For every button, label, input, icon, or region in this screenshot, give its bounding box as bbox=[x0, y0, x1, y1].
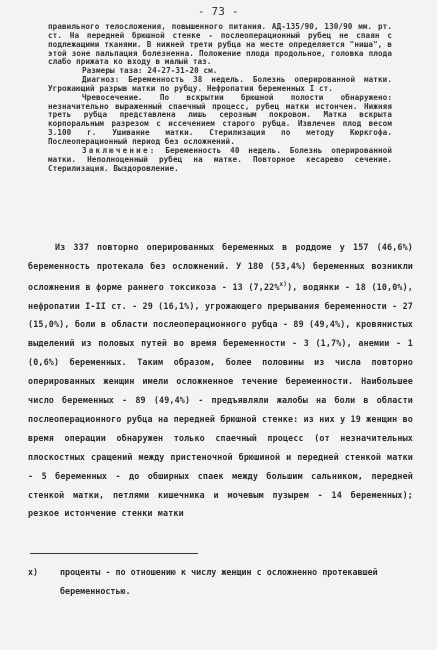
page-number: - 73 - bbox=[198, 6, 239, 18]
case-report-diagnosis: Диагноз: Беременность 38 недель. Болезнь оперированной матки. Угрожающий разрыв матки по рубцу. Нефропатия беременных I ст. bbox=[48, 75, 392, 93]
footnote-text: проценты - по отношению к числу женщин с осложненно протекавшей беременностью. bbox=[60, 567, 378, 596]
case-report-operation: Чревосечение. По вскрытии брюшной полости обнаружено: незначительно выраженный спаечный процесс, рубец матки истончен. Нижняя треть рубца представлена лишь серозным покровом. Матка вскрыта корпоральным разрезом с иссечением старого рубца. Извлечен плод весом 3.100 г. Ушивание матки. Стерилизация по методу Кюркгофа. Послеоперационный период без осложнений. bbox=[48, 92, 392, 146]
footnote-marker: x) bbox=[28, 567, 39, 577]
conclusion-text: Беременность 40 недель. Болезнь оперированной матки. Неполноценный рубец на матке. Повторное кесарево сечение. Стерилизация. Выздоровление. bbox=[48, 145, 393, 173]
footnote-reference: x) bbox=[279, 280, 288, 288]
main-paragraph-part-2: ), водянки - 18 (10,0%), нефропатии I-II ст. - 29 (16,1%), угрожающего прерывания беременности - 27 (15,0%), боли в области послеоперационного рубца - 89 (49,4%), кровянистых выделений из половых путей во время беременности - 3 (1,7%), анемии - 1 (0,6%) беременных. Таким образом, более половины из числа повторно оперированных женщин имели осложненное течение беременности. Наибольшее число беременных - 89 (49,4%) - предъявляли жалобы на боли в области послеоперационного рубца на передней брюшной стенке: из них у 19 женщин во время операции обнаружен только спаечный процесс (от незначительных плоскостных сращений между пристеночной брюшиной и передней стенкой матки - 5 беременных - до обширных спаек между большим сальником, передней стенкой матки, петлями кишечника и мочевым пузырем - 14 беременных); резкое истончение стенки матки bbox=[28, 281, 413, 519]
footnote bbox=[28, 563, 408, 600]
main-text bbox=[28, 238, 413, 523]
case-report-conclusion bbox=[48, 147, 392, 174]
conclusion-label: Заключение: bbox=[82, 145, 157, 155]
case-report bbox=[48, 23, 392, 173]
main-paragraph bbox=[28, 238, 413, 523]
footnote-divider bbox=[30, 553, 198, 554]
main-paragraph-part-1: Из 337 повторно оперированных беременных в роддоме у 157 (46,6%) беременность протекала без осложнений. У 180 (53,4%) беременных возникли осложнения в форме раннего токсикоза - 13 (7,22% bbox=[28, 242, 413, 292]
case-report-pelvis: Размеры таза: 24-27-31-20 см. bbox=[82, 66, 218, 76]
case-report-exam: правильного телосложения, повышенного питания. АД-135/90, 130/90 мм. рт. ст. На передней брюшной стенке - послеоперационный рубец не спаян с подлежащими тканями. В нижней трети рубца на месте определяется "ниша", в этой зоне пальпация болезненна. Положение плода продольное, головка плода слабо прижата ко входу в малый таз. bbox=[48, 22, 392, 67]
